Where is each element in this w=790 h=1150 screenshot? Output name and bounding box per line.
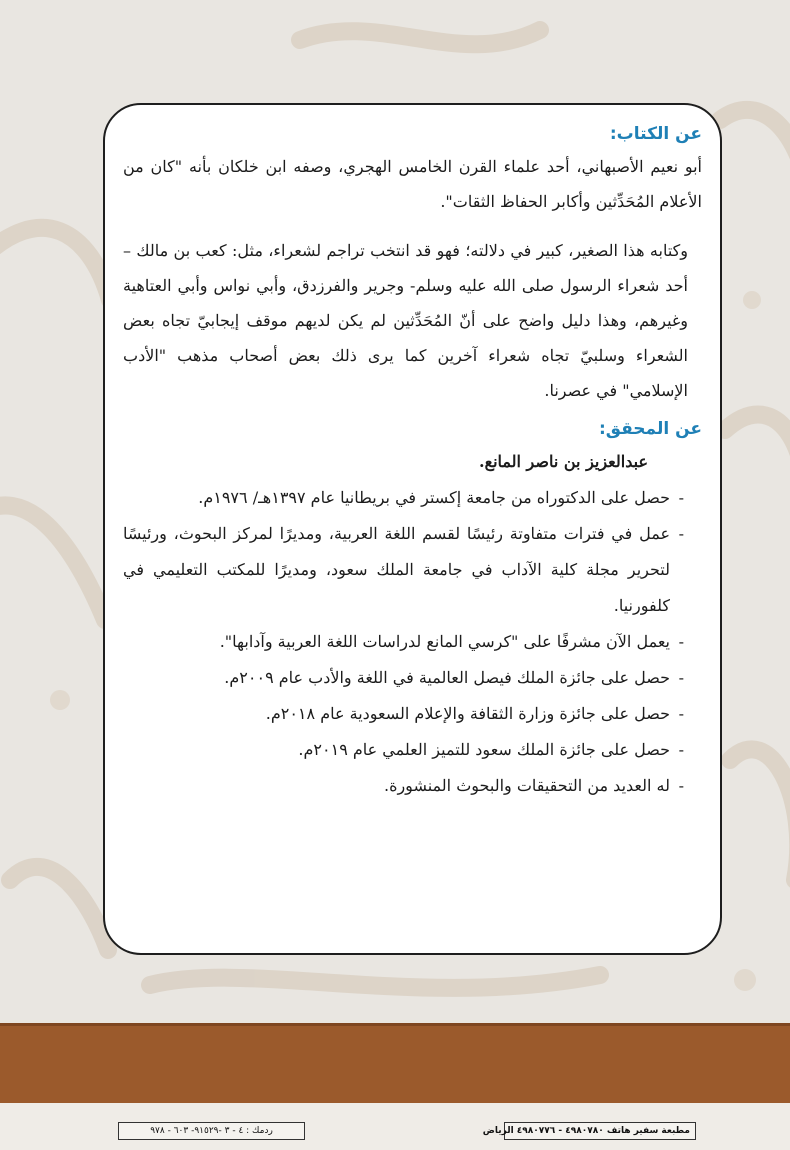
bottom-color-band — [0, 1023, 790, 1106]
bullet-dash: - — [678, 740, 684, 759]
bio-item-text: حصل على الدكتوراه من جامعة إكستر في بريطانيا عام ١٣٩٧هـ/ ١٩٧٦م. — [198, 488, 670, 507]
bio-item-text: يعمل الآن مشرفًا على "كرسي المانع لدراسات اللغة العربية وآدابها". — [219, 632, 670, 651]
bullet-dash: - — [678, 488, 684, 507]
printer-label: مطبعة سفير هاتف ٤٩٨٠٧٨٠ - ٤٩٨٠٧٧٦ الرياض — [504, 1122, 696, 1140]
editor-bio-list — [123, 480, 702, 804]
bio-item-text: حصل على جائزة وزارة الثقافة والإعلام السعودية عام ٢٠١٨م. — [265, 704, 670, 723]
bio-item-text: حصل على جائزة الملك سعود للتميز العلمي عام ٢٠١٩م. — [298, 740, 670, 759]
bullet-dash: - — [678, 524, 684, 543]
about-editor-heading: عن المحقق: — [598, 419, 702, 439]
bio-item-text: حصل على جائزة الملك فيصل العالمية في اللغة والأدب عام ٢٠٠٩م. — [224, 668, 670, 687]
info-card — [103, 103, 722, 955]
list-item — [123, 696, 684, 732]
bullet-dash: - — [678, 704, 684, 723]
bio-item-text: له العديد من التحقيقات والبحوث المنشورة. — [383, 776, 670, 795]
about-book-paragraph-2: وكتابه هذا الصغير، كبير في دلالته؛ فهو قد انتخب تراجم لشعراء، مثل: كعب بن مالك – أحد شعراء الرسول صلى الله عليه وسلم- وجرير والفرزدق، وأبي نواس وأبي العتاهية وغيرهم، وهذا دليل واضح على أنّ المُحَدِّثين لم يكن لديهم موقف إيجابيّ تجاه بعض الشعراء وسلبيّ تجاه شعراء آخرين كما يرى ذلك بعض أصحاب مذهب "الأدب الإسلامي" في عصرنا. — [123, 241, 688, 400]
editor-name: عبدالعزيز بن ناصر المانع. — [479, 452, 648, 471]
about-book-paragraph-1: أبو نعيم الأصبهاني، أحد علماء القرن الخامس الهجري، وصفه ابن خلكان بأنه "كان من الأعلام المُحَدِّثين وأكابر الحفاظ الثقات". — [123, 157, 702, 211]
list-item — [123, 768, 684, 804]
list-item — [123, 624, 684, 660]
list-item — [123, 660, 684, 696]
list-item — [123, 480, 684, 516]
isbn-label: ردمك : ٤ - ٣ -٩١٥٢٩- ٦٠٣ - ٩٧٨ — [118, 1122, 305, 1140]
bullet-dash: - — [678, 668, 684, 687]
bullet-dash: - — [678, 632, 684, 651]
bio-item-text: عمل في فترات متفاوتة رئيسًا لقسم اللغة العربية، ومديرًا لمركز البحوث، ورئيسًا لتحرير مجلة كلية الآداب في جامعة الملك سعود، ومديرًا للمكتب التعليمي في كلفورنيا. — [123, 524, 671, 615]
about-book-heading: عن الكتاب: — [609, 124, 702, 144]
bullet-dash: - — [678, 776, 684, 795]
list-item — [123, 732, 684, 768]
list-item — [123, 516, 684, 624]
